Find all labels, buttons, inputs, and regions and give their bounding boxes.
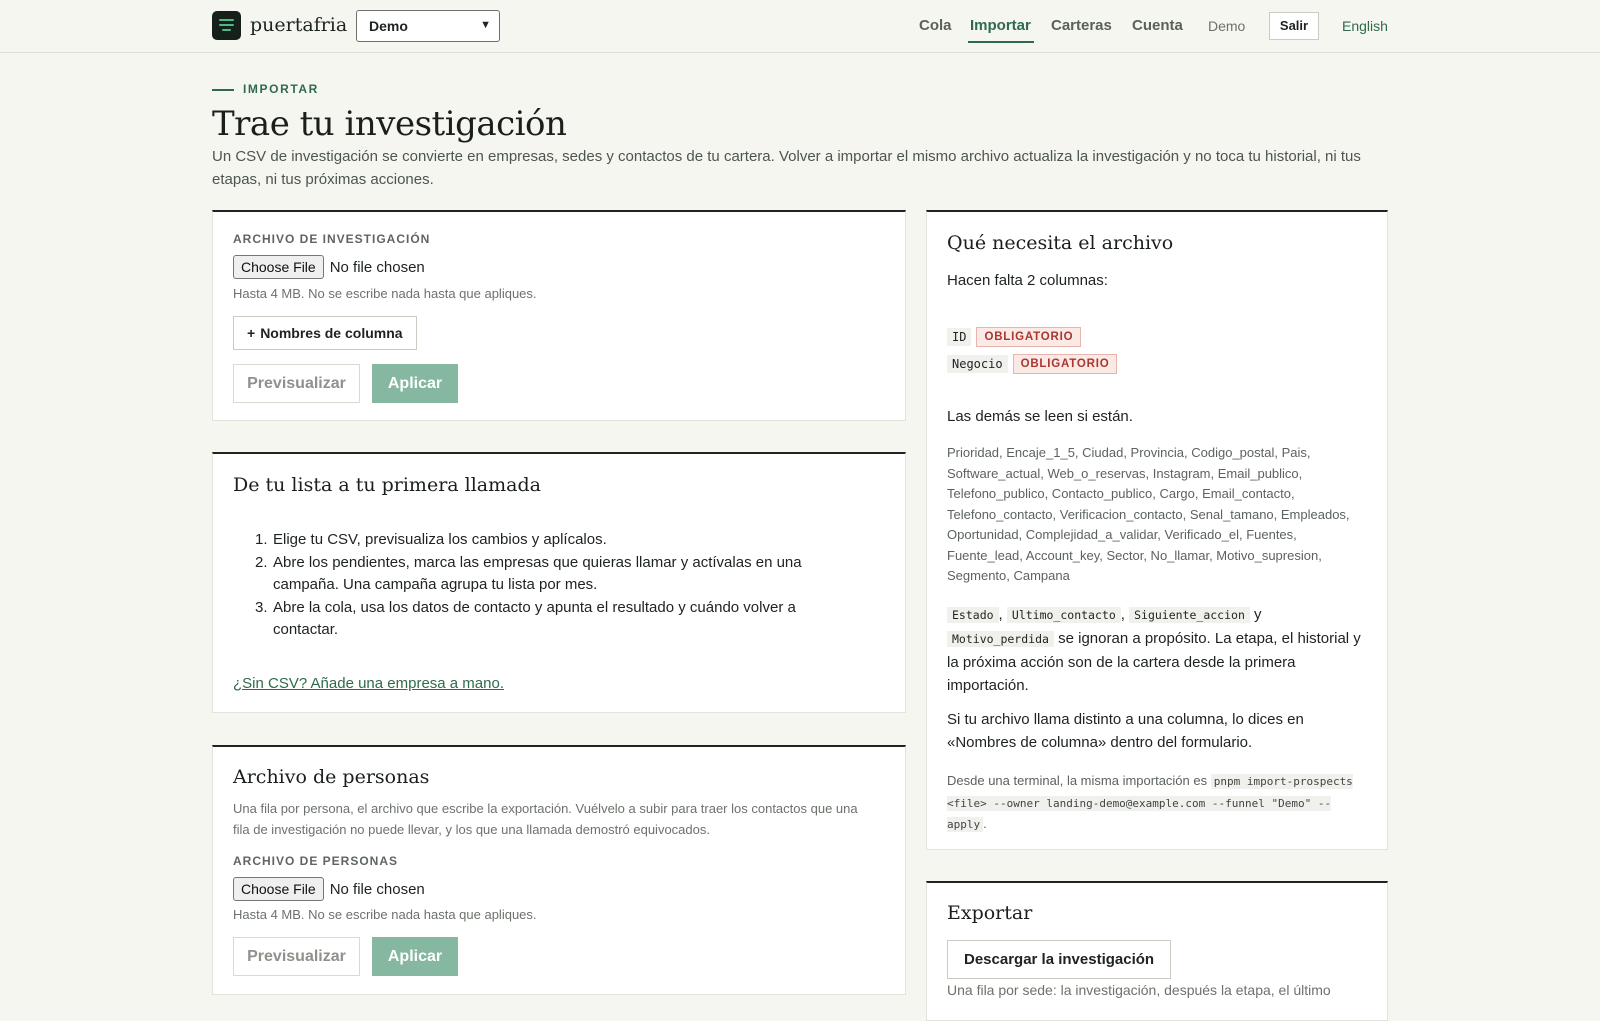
step-text: Abre la cola, usa los datos de contacto y apunta el resultado y cuándo volver a [273,598,796,616]
ignored-note-text: se ignoran a propósito. La etapa, el historial y la próxima acción son de la cartera desde la primera importación. [947,630,1361,694]
column-rename-note: Si tu archivo llama distinto a una columna, lo dices en «Nombres de columna» dentro del formulario. [947,711,1304,751]
page-eyebrow [212,82,319,96]
step-item [233,552,893,597]
optional-intro: Las demás se leen si están. [947,408,1133,425]
nav-link-cola[interactable]: Cola [919,17,952,34]
step-text: Abre los pendientes, marca las empresas que quieras llamar y actívalas en una [273,553,802,571]
people-file-input[interactable] [233,877,425,901]
getting-started-title: De tu lista a tu primera llamada [233,474,541,496]
preview-button[interactable]: Previsualizar [233,364,360,403]
people-import-card [212,745,906,995]
portfolio-select-value: Demo [369,18,408,34]
ignored-column: Estado [947,607,999,623]
file-size-hint: Hasta 4 MB. No se escribe nada hasta que apliques. [233,286,537,301]
terminal-command: pnpm import-prospects <file> --owner landing-demo@example.com --funnel "Demo" --apply [947,775,1353,831]
eyebrow-dash [212,89,234,91]
terminal-prefix: Desde una terminal, la misma importación es [947,773,1208,788]
choose-file-button[interactable]: Choose File [233,255,324,279]
step-item [233,597,893,642]
nav-link-carteras[interactable]: Carteras [1051,17,1112,34]
ignored-column: Motivo_perdida [947,631,1054,647]
top-navigation-bar [0,0,1600,53]
language-switch-link[interactable]: English [1342,18,1388,34]
terminal-note [947,771,1357,836]
separator: , [998,606,1003,623]
export-title: Exportar [947,902,1033,924]
ignored-columns-note [947,603,1362,697]
separator: y [1254,606,1262,623]
logout-button[interactable]: Salir [1269,12,1319,40]
required-badge: OBLIGATORIO [1013,354,1118,374]
people-card-title: Archivo de personas [233,766,430,788]
nav-link-importar[interactable]: Importar [970,17,1031,34]
separator: , [1120,606,1125,623]
required-columns-list [947,325,1117,375]
choose-file-button[interactable]: Choose File [233,877,324,901]
apply-button[interactable]: Aplicar [372,364,458,403]
required-badge: OBLIGATORIO [976,327,1081,347]
apply-button[interactable]: Aplicar [372,937,458,976]
page-title: Trae tu investigación [212,104,567,144]
requirements-title: Qué necesita el archivo [947,232,1174,254]
current-user: Demo [1208,18,1246,34]
column-name: Negocio [947,355,1008,373]
step-text: campaña. Una campaña agrupa tu lista por mes. [273,576,598,593]
eyebrow-text: IMPORTAR [243,82,319,96]
column-names-button[interactable] [233,316,417,350]
getting-started-card [212,452,906,713]
terminal-suffix: . [983,816,987,831]
research-import-card [212,210,906,421]
ignored-column: Siguiente_accion [1129,607,1250,623]
add-company-manually-link[interactable]: ¿Sin CSV? Añade una empresa a mano. [233,675,504,692]
optional-columns-list: Prioridad, Encaje_1_5, Ciudad, Provincia, Codigo_postal, Pais, Software_actual, Web_o_reservas, Instagram, Email_publico, Telefono_publico, Contacto_publico, Cargo, Email_contacto, Telefono_contacto, Verificacion_contacto, Senal_tamano, Empleados, Oportunidad, Complejidad_a_validar, Verificado_el, Fuentes, Fuente_lead, Account_key, Sector, No_llamar, Motivo_supresion, Segmento, Campana [947,445,1350,583]
required-column-row [947,325,1117,348]
step-number: 3. [255,598,268,616]
plus-icon: + [247,325,256,341]
step-text: contactar. [273,621,339,638]
page-description: Un CSV de investigación se convierte en empresas, sedes y contactos de tu cartera. Volver a importar el mismo archivo actualiza la investigación y no toca tu historial, ni tus etapas, ni tus próximas acciones. [212,148,1361,188]
download-research-button[interactable]: Descargar la investigación [947,940,1171,979]
active-nav-indicator [968,41,1034,43]
required-count-text: Hacen falta 2 columnas: [947,272,1108,289]
step-item [233,529,893,552]
ignored-column: Ultimo_contacto [1007,607,1121,623]
portfolio-select[interactable] [356,10,500,42]
research-file-label: ARCHIVO DE INVESTIGACIÓN [233,232,431,246]
chevron-down-icon: ▼ [480,19,491,31]
file-requirements-card [926,210,1388,850]
file-size-hint: Hasta 4 MB. No se escribe nada hasta que apliques. [233,907,537,922]
brand-logo-icon[interactable] [212,11,241,40]
file-status: No file chosen [329,258,425,276]
people-card-description: Una fila por persona, el archivo que escribe la exportación. Vuélvelo a subir para traer los contactos que una fila de investigación no puede llevar, y los que una llamada demostró equivocados. [233,801,858,837]
preview-button[interactable]: Previsualizar [233,937,360,976]
brand-name[interactable]: puertafria [250,14,348,36]
required-column-row [947,352,1117,375]
export-card [926,881,1388,1021]
column-names-label: Nombres de columna [260,325,403,341]
nav-link-cuenta[interactable]: Cuenta [1132,17,1183,34]
export-description: Una fila por sede: la investigación, después la etapa, el último [947,982,1331,998]
step-text: Elige tu CSV, previsualiza los cambios y aplícalos. [273,531,607,548]
column-name: ID [947,328,971,346]
step-number: 2. [255,553,268,571]
people-file-label: ARCHIVO DE PERSONAS [233,854,399,868]
research-file-input[interactable] [233,255,425,279]
step-number: 1. [255,531,268,548]
file-status: No file chosen [329,880,425,898]
steps-list [233,529,893,642]
